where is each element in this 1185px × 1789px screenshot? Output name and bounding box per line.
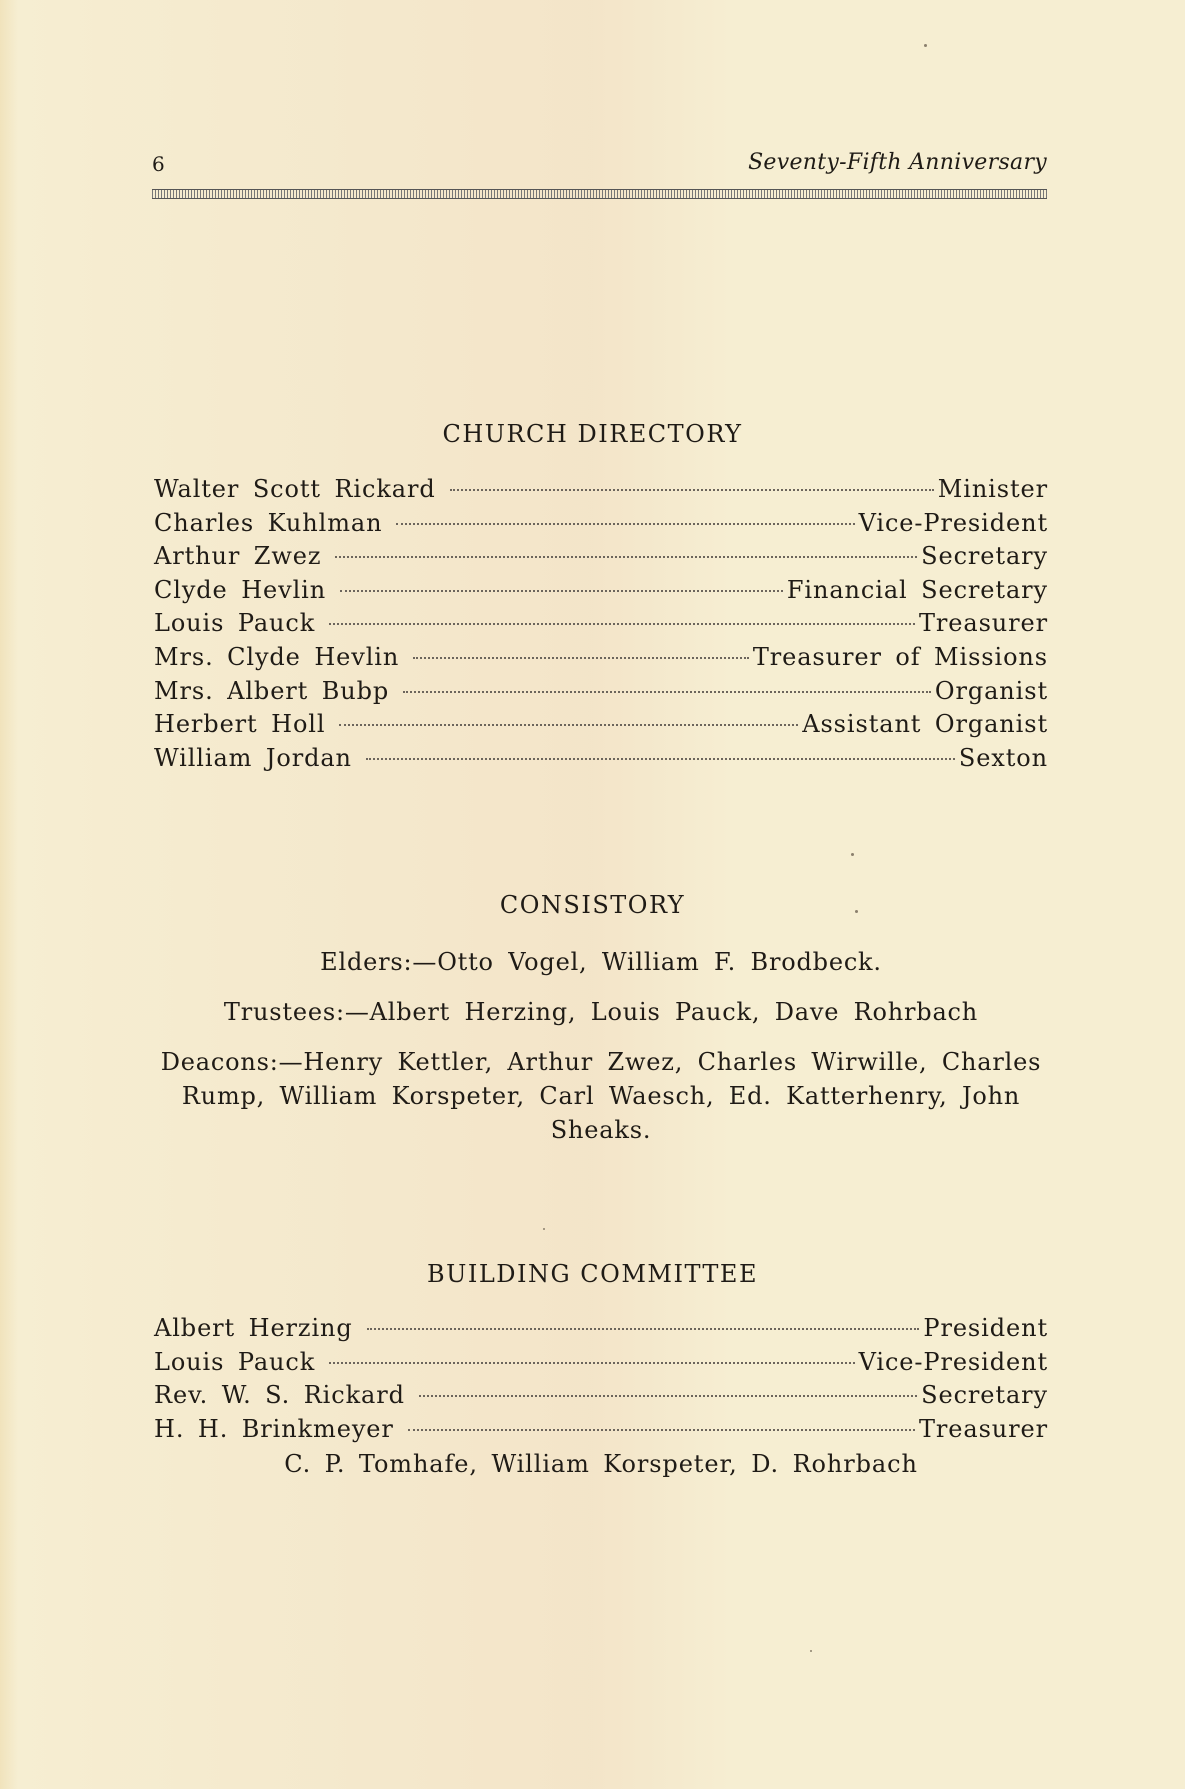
- consistory-trustees: Trustees:—Albert Herzing, Louis Pauck, Dave Rohrbach: [223, 998, 979, 1026]
- dot-leader: [329, 1362, 854, 1364]
- directory-row: [154, 509, 1048, 543]
- directory-role: Organist: [934, 676, 1048, 705]
- dot-leader: [366, 758, 955, 760]
- directory-name: William Jordan: [154, 743, 352, 772]
- committee-other-members: C. P. Tomhafe, William Korspeter, D. Rohrbach: [284, 1450, 918, 1478]
- directory-role: Treasurer: [918, 609, 1048, 638]
- directory-row: [154, 710, 1048, 744]
- committee-role: Secretary: [921, 1381, 1048, 1410]
- committee-row: [154, 1314, 1048, 1348]
- dot-leader: [408, 1429, 915, 1431]
- directory-role: Sexton: [958, 743, 1048, 772]
- dot-leader: [339, 724, 798, 726]
- dot-leader: [329, 623, 915, 625]
- page-number: 6: [152, 152, 165, 176]
- directory-name: Charles Kuhlman: [154, 508, 383, 537]
- directory-role: Treasurer of Missions: [752, 642, 1048, 671]
- paper-speck: [543, 1228, 545, 1230]
- running-title: Seventy-Fifth Anniversary: [748, 150, 1047, 175]
- directory-row: [154, 643, 1048, 677]
- committee-name: Louis Pauck: [154, 1347, 316, 1376]
- directory-role: Vice-President: [858, 508, 1048, 537]
- directory-role: Financial Secretary: [786, 575, 1048, 604]
- directory-row: [154, 744, 1048, 778]
- committee-row: [154, 1381, 1048, 1415]
- church-directory-list: [154, 475, 1048, 777]
- directory-row: [154, 677, 1048, 711]
- consistory-elders: Elders:—Otto Vogel, William F. Brodbeck.: [320, 948, 882, 976]
- directory-name: Mrs. Albert Bubp: [154, 676, 390, 705]
- church-directory-title: CHURCH DIRECTORY: [442, 420, 743, 448]
- dot-leader: [450, 489, 934, 491]
- committee-role: Treasurer: [918, 1414, 1048, 1443]
- paper-speck: [855, 910, 858, 913]
- directory-role: Minister: [937, 475, 1048, 503]
- dot-leader: [403, 691, 931, 693]
- committee-name: H. H. Brinkmeyer: [154, 1414, 394, 1443]
- directory-name: Walter Scott Rickard: [154, 475, 436, 503]
- consistory-deacons: Deacons:—Henry Kettler, Arthur Zwez, Charles Wirwille, Charles Rump, William Korspeter, Carl Waesch, Ed. Katterhenry, John Sheaks.: [160, 1048, 1042, 1144]
- dot-leader: [413, 657, 749, 659]
- directory-role: Assistant Organist: [802, 710, 1048, 739]
- committee-role: Vice-President: [858, 1347, 1048, 1376]
- dot-leader: [396, 523, 854, 525]
- building-committee-list: [154, 1314, 1048, 1448]
- directory-name: Louis Pauck: [154, 609, 316, 638]
- directory-row: [154, 475, 1048, 509]
- header-rule: [152, 189, 1047, 199]
- directory-name: Clyde Hevlin: [154, 575, 327, 604]
- dot-leader: [367, 1328, 920, 1330]
- directory-role: Secretary: [921, 542, 1048, 571]
- dot-leader: [340, 590, 783, 592]
- committee-name: Rev. W. S. Rickard: [154, 1381, 405, 1410]
- building-committee-title: BUILDING COMMITTEE: [427, 1260, 758, 1288]
- committee-role: President: [923, 1314, 1048, 1342]
- dot-leader: [419, 1395, 917, 1397]
- page-header: [152, 150, 1047, 180]
- committee-name: Albert Herzing: [154, 1314, 353, 1342]
- directory-name: Mrs. Clyde Hevlin: [154, 642, 400, 671]
- paper-speck: [851, 853, 854, 856]
- directory-row: [154, 609, 1048, 643]
- directory-row: [154, 542, 1048, 576]
- consistory-title: CONSISTORY: [499, 891, 686, 919]
- committee-row: [154, 1415, 1048, 1449]
- paper-speck: [924, 44, 927, 47]
- paper-speck: [810, 1650, 812, 1652]
- dot-leader: [335, 556, 917, 558]
- committee-row: [154, 1348, 1048, 1382]
- directory-row: [154, 576, 1048, 610]
- directory-name: Arthur Zwez: [154, 542, 322, 571]
- directory-name: Herbert Holl: [154, 710, 326, 739]
